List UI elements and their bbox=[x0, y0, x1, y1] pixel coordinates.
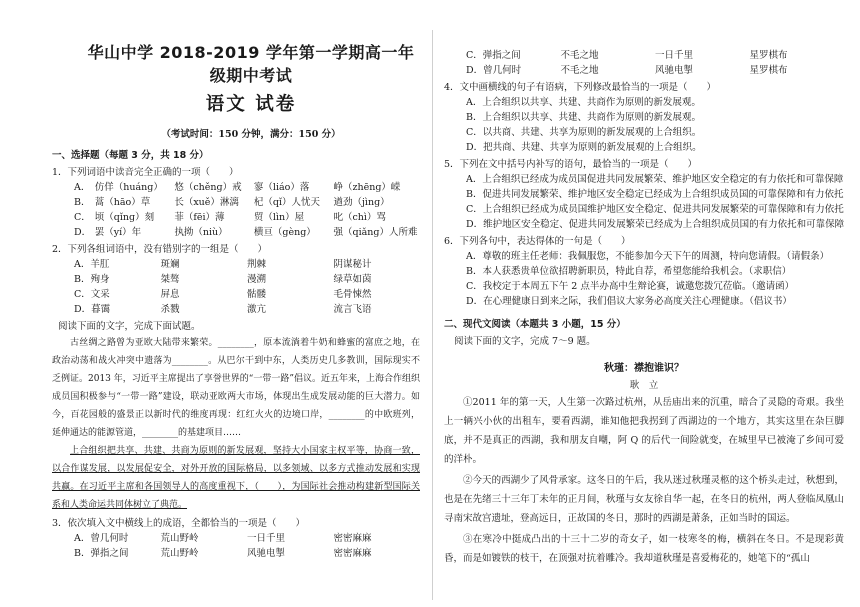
option-line: A．上合组织已经成为成员国促进共同发展繁荣、维护地区安全稳定的有力依托和可靠保障 bbox=[466, 174, 844, 185]
option-row bbox=[466, 63, 844, 78]
option-line: D．维护地区安全稳定、促进共同发展繁荣已经成为上合组织成员国的有力依托和可靠保障 bbox=[466, 219, 844, 230]
q4-stem: 4．文中画横线的句子有语病，下列修改最恰当的一项是（ ） bbox=[444, 82, 717, 93]
option-cell: 密密麻麻 bbox=[333, 548, 372, 559]
article-title: 秋瑾：襟抱谁识？ bbox=[604, 363, 684, 374]
option-cell: 遒劲（jìnɡ） bbox=[333, 197, 390, 208]
column-divider bbox=[432, 30, 433, 600]
option-cell: 不毛之地 bbox=[560, 65, 599, 76]
option-cell: 叱（chì）骂 bbox=[333, 212, 386, 223]
option-cell: 斑斓 bbox=[160, 259, 180, 270]
exam-info: （考试时间：150 分钟，满分：150 分） bbox=[161, 129, 341, 140]
option-cell: 长（xuě）淋漓 bbox=[174, 197, 239, 208]
option-cell: 屏息 bbox=[160, 289, 180, 300]
q3-options bbox=[52, 531, 420, 561]
option-line: A．上合组织以共享、共建、共商作为原则的新发展观。 bbox=[466, 97, 701, 108]
q3-stem: 3．依次填入文中横线上的成语，全都恰当的一项是（ ） bbox=[52, 518, 306, 529]
option-cell: 漫溯 bbox=[247, 274, 267, 285]
article-paragraph-2: ②今天的西湖少了风骨承家。这冬日的午后，我从迷过秋瑾灵柩的这个桥头走过，秋想到，也是在先绪三十三年丁未年的正月间，秋瑾与女友徐自华一起，在冬日的杭州，两人登临凤凰山寻南宋故宫遗址，登高远日，正故国的冬日，那时的西湖是萧条，正如当时的国运。 bbox=[444, 475, 844, 524]
option-cell: 蒿（hāo）草 bbox=[94, 197, 151, 208]
option-line: B．促进共同发展繁荣、维护地区安全稳定已经成为上合组织成员国的可靠保障和有力依托 bbox=[466, 189, 844, 200]
option-cell: 寥（liáo）落 bbox=[253, 182, 310, 193]
option-cell: B．殉身 bbox=[74, 274, 110, 285]
reading-intro: 阅读下面的文字，完成 7～9 题。 bbox=[454, 336, 596, 347]
option-cell: C． bbox=[74, 212, 91, 223]
option-cell: 荒山野岭 bbox=[160, 548, 199, 559]
q4-options bbox=[444, 95, 844, 155]
option-cell: 一日千里 bbox=[655, 50, 694, 61]
q6-options bbox=[444, 249, 844, 309]
article-paragraph-1: ①2011 年的第一天，人生第一次路过杭州，从岳庙出来的沉重，暗合了灵隐的奇艰。我坐上一辆兴小伙的出租车，要看西湖，谁知他把我拐到了西湖边的一个地方，其实这里在杂巨脚底，并不是真正的西湖，我和朋友自嘲，阿 Q 的后代一间险就变，在城里早已被淹了乡间可爱的洋朴。 bbox=[444, 397, 844, 465]
option-cell: 星罗棋布 bbox=[749, 65, 788, 76]
option-line: C．我校定于本周五下午 2 点半办高中生辩论赛，诚邀您拨冗莅临。（邀请函） bbox=[466, 281, 795, 292]
option-row bbox=[74, 531, 420, 546]
option-cell: 菲（fēi）薄 bbox=[174, 212, 225, 223]
option-cell: 密密麻麻 bbox=[333, 533, 372, 544]
option-cell: A．曾几何时 bbox=[74, 533, 129, 544]
option-cell: 顷（qǐnɡ）刻 bbox=[94, 212, 155, 223]
section2-heading: 二、现代文阅读（本题共 3 小题，15 分） bbox=[444, 319, 626, 330]
option-cell: 荒山野岭 bbox=[160, 533, 199, 544]
option-cell: 横亘（gèng） bbox=[253, 227, 316, 238]
option-cell: 星罗棋布 bbox=[749, 50, 788, 61]
exam-title: 华山中学 2018-2019 学年第一学期高一年级期中考试 bbox=[87, 43, 415, 85]
q6-stem: 6．下列各句中，表达得体的一句是（ ） bbox=[444, 236, 631, 247]
option-cell: 执拗（niù） bbox=[174, 227, 228, 238]
option-row bbox=[74, 180, 420, 195]
option-line: A．尊敬的班主任老师：我佩服您，不能参加今天下午的周测，特向您请假。（请假条） bbox=[466, 251, 830, 262]
q5-stem: 5．下列在文中括号内补写的语句，最恰当的一项是（ ） bbox=[444, 159, 698, 170]
right-column bbox=[444, 48, 844, 568]
option-cell: 毛骨悚然 bbox=[333, 289, 372, 300]
option-cell: C．文采 bbox=[74, 289, 110, 300]
passage-paragraph-2: 上合组织把共享、共建、共商为原则的新发展观，坚持大小国家主权平等，协商一致，以合作谋发展，以发展促安全，对外开放的国际格局，以多领域、以多方式推动发展和实现共赢。在习近平主席和各国领导人的高度重视下，（ ），为国际社会推动构建新型国际关系和人类命运共同体树立了典范。 bbox=[52, 446, 420, 510]
option-row bbox=[74, 302, 420, 317]
option-cell: 桀骜 bbox=[160, 274, 180, 285]
option-line: C．以共商、共建、共享为原则的新发展观的上合组织。 bbox=[466, 127, 702, 138]
q5-options bbox=[444, 172, 844, 232]
option-cell: 绿草如茵 bbox=[333, 274, 372, 285]
option-row bbox=[74, 195, 420, 210]
option-cell: B．弹指之间 bbox=[74, 548, 129, 559]
option-cell: 杞（qǐ）人忧天 bbox=[253, 197, 321, 208]
option-line: B．上合组织以共享、共建、共商作为原则的新发展观。 bbox=[466, 112, 701, 123]
option-cell: 阴谋秘计 bbox=[333, 259, 372, 270]
option-line: B．本人获悉贵单位欲招聘新职员，特此自荐，希望您能给我机会。（求职信） bbox=[466, 266, 792, 277]
option-row bbox=[74, 272, 420, 287]
option-row bbox=[466, 48, 844, 63]
option-cell: 骷髅 bbox=[247, 289, 267, 300]
passage-paragraph-1: 古丝绸之路曾为亚欧大陆带来繁荣。________，原本流淌着牛奶和蜂蜜的富庶之地，在政治动荡和战火冲突中遗落为________。从巴尔干到中东，人类历史几多教训，国际现实不乏例证。2013 年，习近平主席提出了享誉世界的“一带一路”倡议。近五年来，上海合作组织成员国积极参与“一带一路”建设，联动亚欧两大市场，体现出生成发展动能的巨大潜力。如今，百花园般的盛景正以新时代的维度再现：红红火火的边境口岸，________的中欧班列，延伸通达的能源管道，________的基建项目…… bbox=[52, 338, 420, 438]
article-author: 耿 立 bbox=[629, 380, 659, 391]
option-cell: 强（qiǎnɡ）人所难 bbox=[333, 227, 418, 238]
option-cell: 罢（yí）年 bbox=[94, 227, 142, 238]
option-line: D．在心理健康日到来之际，我们倡议大家务必高度关注心理健康。（倡议书） bbox=[466, 296, 792, 307]
option-line: C．上合组织已经成为成员国维护地区安全稳定、促进共同发展繁荣的可靠保障和有力依托 bbox=[466, 204, 844, 215]
option-cell: 风驰电掣 bbox=[247, 548, 286, 559]
option-cell: D．曾几何时 bbox=[466, 65, 522, 76]
option-row bbox=[74, 225, 420, 240]
option-cell: C．弹指之间 bbox=[466, 50, 521, 61]
q2-options bbox=[52, 257, 420, 317]
option-cell: 荆棘 bbox=[247, 259, 267, 270]
section1-heading: 一、选择题（每题 3 分，共 18 分） bbox=[52, 150, 209, 161]
q3-options-continued bbox=[444, 48, 844, 78]
option-row bbox=[74, 546, 420, 561]
option-cell: 仿佯（huánɡ） bbox=[94, 182, 163, 193]
option-cell: 激亢 bbox=[247, 304, 267, 315]
option-cell: 风驰电掣 bbox=[655, 65, 694, 76]
option-row bbox=[74, 210, 420, 225]
option-row bbox=[74, 287, 420, 302]
option-cell: 峥（zhēnɡ）嵘 bbox=[333, 182, 401, 193]
q1-stem: 1．下列词语中读音完全正确的一项（ ） bbox=[52, 167, 239, 178]
option-cell: 杀戮 bbox=[160, 304, 180, 315]
option-cell: 贸（lìn）屋 bbox=[253, 212, 305, 223]
option-line: D．把共商、共建、共享为原则的新发展观的上合组织。 bbox=[466, 142, 702, 153]
option-cell: D． bbox=[74, 227, 92, 238]
left-column bbox=[52, 40, 420, 561]
passage-intro: 阅读下面的文字，完成下面试题。 bbox=[58, 321, 201, 332]
option-row bbox=[74, 257, 420, 272]
q2-stem: 2．下列各组词语中，没有错别字的一组是（ ） bbox=[52, 244, 268, 255]
option-cell: D．暮霭 bbox=[74, 304, 111, 315]
q1-options bbox=[52, 180, 420, 240]
option-cell: 一日千里 bbox=[247, 533, 286, 544]
option-cell: A． bbox=[74, 182, 91, 193]
option-cell: 不毛之地 bbox=[560, 50, 599, 61]
exam-subtitle: 语文 试卷 bbox=[205, 94, 297, 115]
option-cell: 流言飞语 bbox=[333, 304, 372, 315]
option-cell: A．羊肛 bbox=[74, 259, 110, 270]
option-cell: B． bbox=[74, 197, 91, 208]
option-cell: 悠（chěnɡ）戒 bbox=[174, 182, 242, 193]
article-paragraph-3: ③在寒冷中挺成凸出的十三十二岁的奇女子，如一枝寒冬的梅，横斜在冬日。不是现彩黄昏，而是如镀铁的枝干，在顶强对抗着雕冷。我却道秋瑾是喜爱梅花的，她笔下的“孤山 bbox=[444, 534, 844, 564]
